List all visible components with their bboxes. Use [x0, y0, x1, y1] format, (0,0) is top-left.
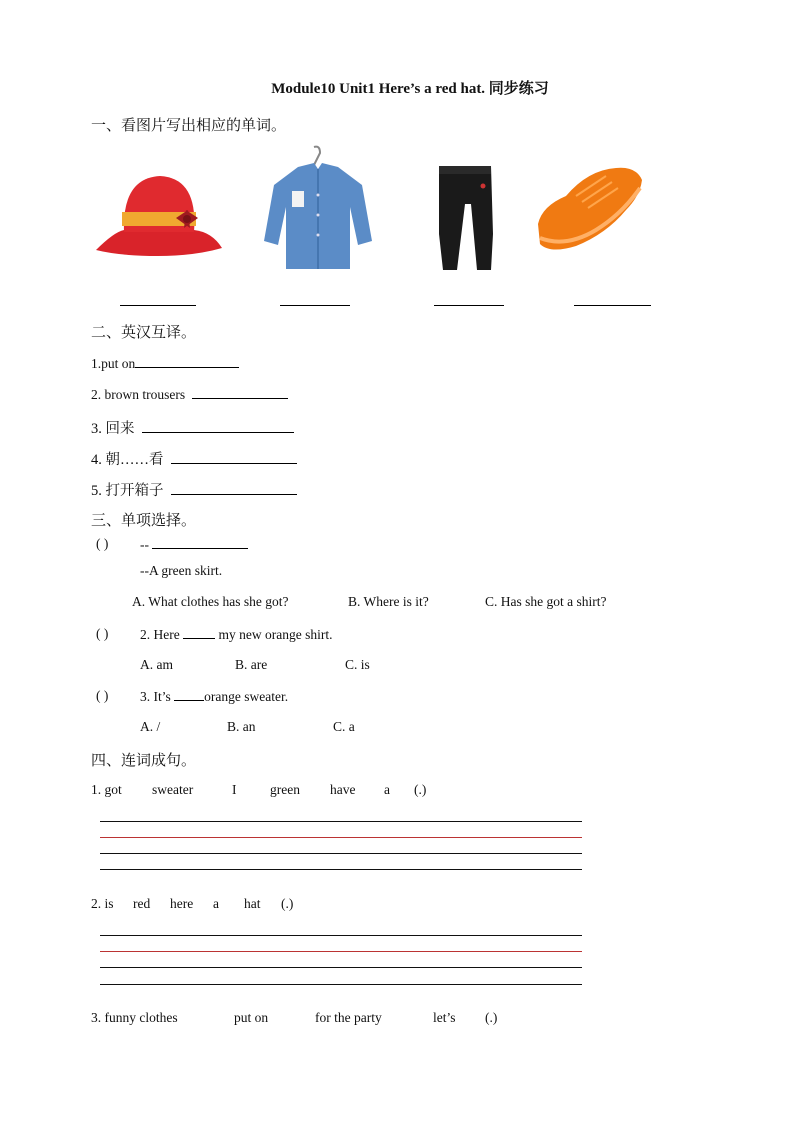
answer-line-4[interactable] [574, 305, 651, 306]
q3-blank[interactable] [174, 688, 204, 701]
translate-blank-5[interactable] [171, 482, 297, 495]
writing-line [100, 935, 582, 936]
q3-option-c[interactable]: C. a [333, 719, 355, 734]
section-4-heading: 四、连词成句。 [91, 753, 197, 769]
s1-word-5: have [330, 782, 356, 797]
answer-line-3[interactable] [434, 305, 504, 306]
q3-prompt-a: 3. It’s [140, 689, 171, 704]
denim-shirt-icon [258, 145, 378, 273]
q3-option-a[interactable]: A. / [140, 719, 161, 734]
q1-prompt-text: -- [140, 537, 149, 552]
answer-line-1[interactable] [120, 305, 196, 306]
s1-word-6: a [384, 782, 390, 797]
page-title: Module10 Unit1 Here’s a red hat. 同步练习 [271, 81, 549, 97]
s1-word-4: green [270, 782, 300, 797]
writing-line [100, 853, 582, 854]
translate-blank-4[interactable] [171, 451, 297, 464]
s1-word-1: 1. got [91, 782, 122, 797]
translate-item-3-text: 3. 回来 [91, 421, 135, 437]
translate-item-2-text: 2. brown trousers [91, 387, 186, 402]
translate-blank-1[interactable] [135, 355, 239, 368]
q1-prompt [140, 536, 248, 553]
translate-item-4 [91, 448, 297, 469]
s3-word-3: for the party [315, 1010, 382, 1025]
writing-line-red [100, 837, 582, 838]
s2-word-3: here [170, 896, 194, 911]
q1-blank[interactable] [152, 536, 248, 549]
s2-word-5: hat [244, 896, 261, 911]
answer-line-2[interactable] [280, 305, 350, 306]
writing-line [100, 869, 582, 870]
s3-word-2: put on [234, 1010, 269, 1025]
q1-answer: --A green skirt. [140, 563, 223, 578]
s1-word-2: sweater [152, 782, 194, 797]
translate-item-5-text: 5. 打开箱子 [91, 483, 164, 499]
translate-item-3 [91, 417, 294, 438]
q1-option-a[interactable]: A. What clothes has she got? [132, 594, 289, 609]
q3-option-b[interactable]: B. an [227, 719, 256, 734]
s1-word-7: (.) [414, 782, 427, 797]
orange-sneaker-icon [536, 166, 644, 256]
section-3-heading: 三、单项选择。 [91, 513, 197, 529]
translate-blank-2[interactable] [192, 386, 288, 399]
q3-prompt [140, 688, 288, 705]
writing-line [100, 967, 582, 968]
writing-line [100, 984, 582, 985]
q1-bracket[interactable]: ( ) [96, 536, 109, 551]
black-trousers-icon [435, 164, 495, 274]
s2-word-2: red [133, 896, 151, 911]
translate-blank-3[interactable] [142, 420, 294, 433]
section-2-heading: 二、英汉互译。 [91, 325, 197, 341]
s1-word-3: I [232, 782, 237, 797]
section-1-heading: 一、看图片写出相应的单词。 [91, 118, 287, 134]
writing-line-red [100, 951, 582, 952]
s3-word-4: let’s [433, 1010, 456, 1025]
q2-prompt-a: 2. Here [140, 627, 180, 642]
writing-line [100, 821, 582, 822]
q2-option-b[interactable]: B. are [235, 657, 268, 672]
s2-word-4: a [213, 896, 219, 911]
q3-bracket[interactable]: ( ) [96, 688, 109, 703]
q3-prompt-b: orange sweater. [204, 689, 289, 704]
q1-option-b[interactable]: B. Where is it? [348, 594, 429, 609]
q2-prompt [140, 626, 332, 643]
translate-item-1-text: 1.put on [91, 356, 136, 371]
q2-blank[interactable] [183, 626, 215, 639]
translate-item-5 [91, 479, 297, 500]
q2-prompt-b: my new orange shirt. [218, 627, 333, 642]
q1-option-c[interactable]: C. Has she got a shirt? [485, 594, 607, 609]
s3-word-5: (.) [485, 1010, 498, 1025]
s3-word-1: 3. funny clothes [91, 1010, 178, 1025]
translate-item-2 [91, 386, 288, 403]
s2-word-1: 2. is [91, 896, 114, 911]
translate-item-1 [91, 355, 239, 372]
q2-bracket[interactable]: ( ) [96, 626, 109, 641]
red-hat-icon [94, 172, 224, 258]
q2-option-c[interactable]: C. is [345, 657, 370, 672]
s2-word-6: (.) [281, 896, 294, 911]
translate-item-4-text: 4. 朝……看 [91, 452, 164, 468]
q2-option-a[interactable]: A. am [140, 657, 173, 672]
